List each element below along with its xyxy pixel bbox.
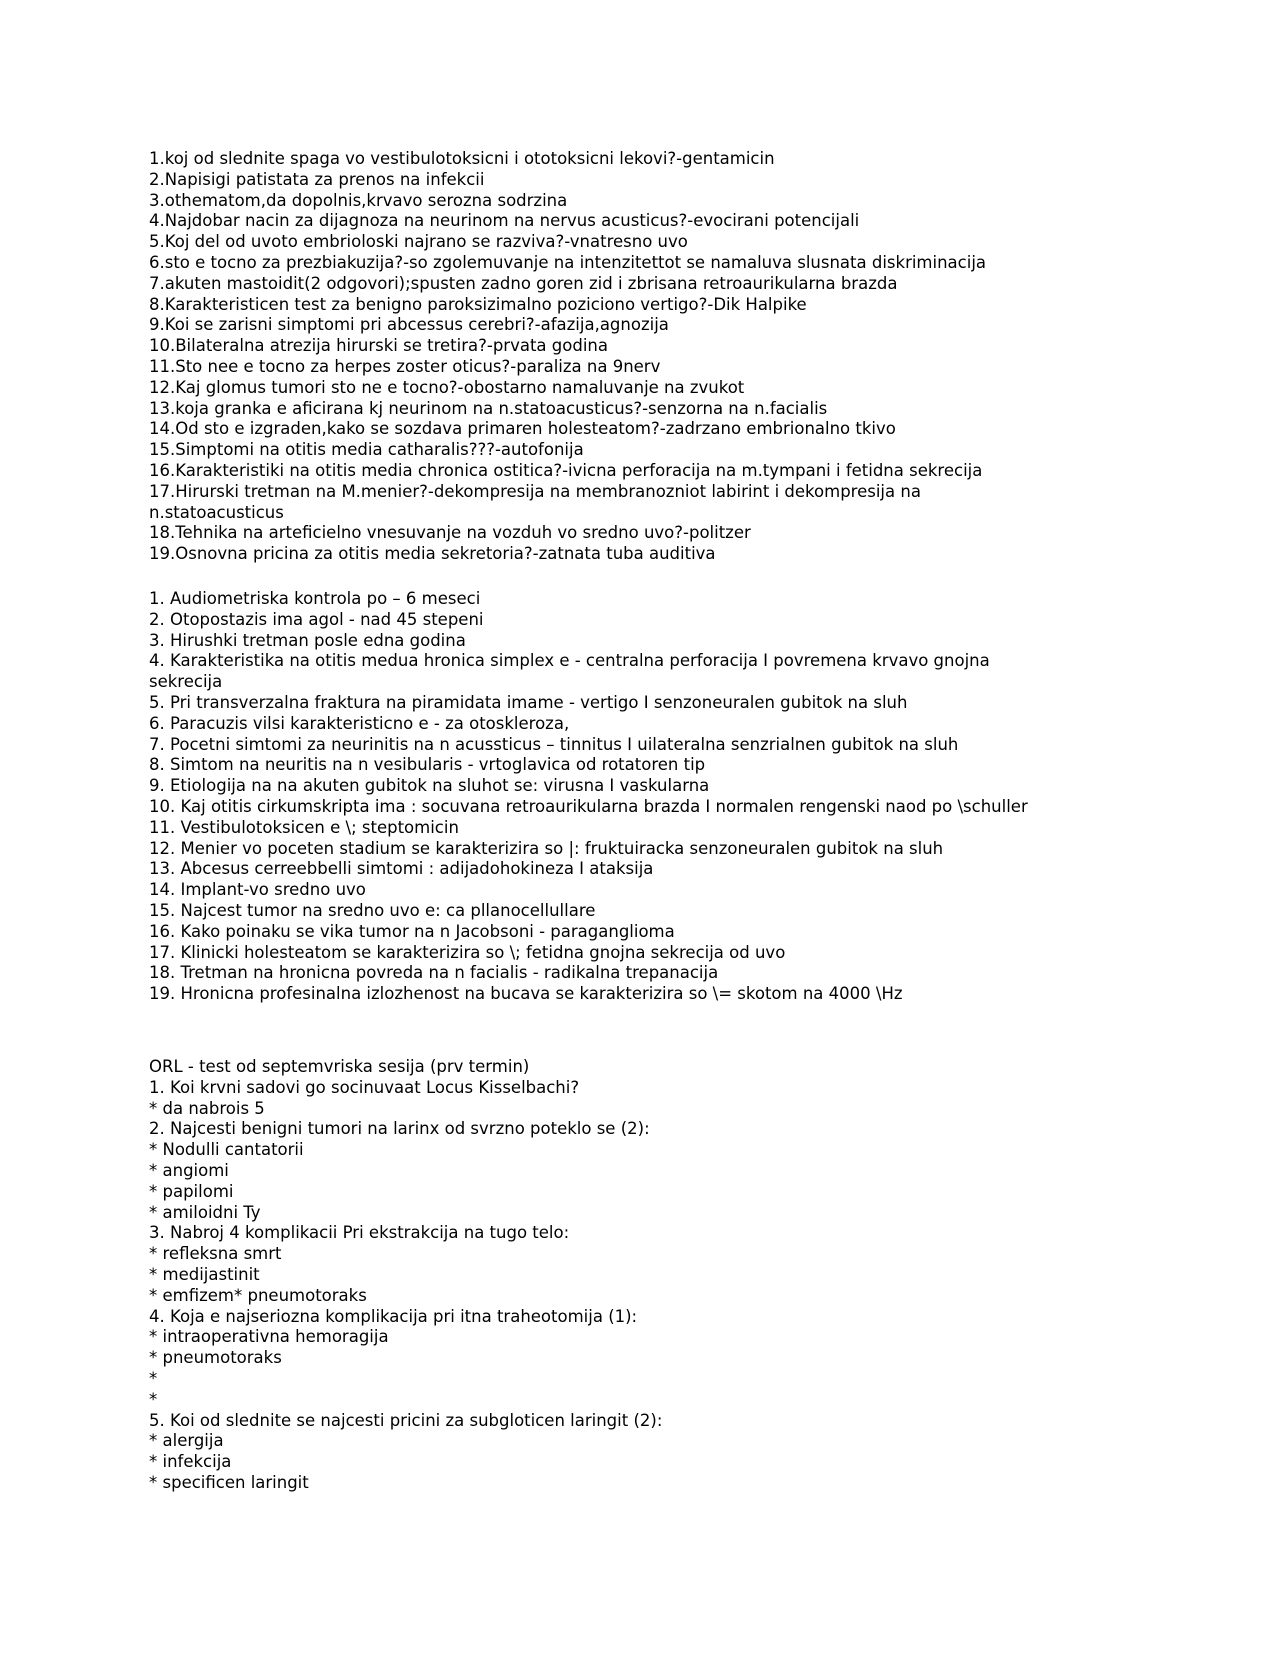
text-line: 12.Kaj glomus tumori sto ne e tocno?-obostarno namaluvanje na zvukot <box>149 377 745 397</box>
text-line: * alergija <box>149 1431 224 1451</box>
text-line: 6. Paracuzis vilsi karakteristicno e - za otoskleroza, <box>149 713 570 733</box>
text-line: 5. Koi od slednite se najcesti pricini za subgloticen laringit (2): <box>149 1410 663 1430</box>
text-line: * amiloidni Ty <box>149 1202 261 1222</box>
text-line: sekrecija <box>149 672 223 692</box>
text-line: * infekcija <box>149 1452 232 1472</box>
text-line: * <box>149 1368 158 1388</box>
text-line: 4. Karakteristika na otitis medua hronica simplex e - centralna perforacija I povremena krvavo gnojna <box>149 651 990 671</box>
text-line: * <box>149 1389 158 1409</box>
text-line: * angiomi <box>149 1160 229 1180</box>
text-line: * papilomi <box>149 1181 234 1201</box>
text-line: 18. Tretman na hronicna povreda na n facialis - radikalna trepanacija <box>149 963 719 983</box>
text-line: 4. Koja e najseriozna komplikacija pri itna traheotomija (1): <box>149 1306 638 1326</box>
text-line: * da nabrois 5 <box>149 1098 265 1118</box>
text-line: 17.Hirurski tretman na M.menier?-dekompresija na membranozniot labirint i dekompresija na <box>149 481 921 501</box>
text-line: 7. Pocetni simtomi za neurinitis na n acussticus – tinnitus I uilateralna senzrialnen gubitok na sluh <box>149 734 959 754</box>
text-line: 1. Koi krvni sadovi go socinuvaat Locus Kisselbachi? <box>149 1077 580 1097</box>
text-line: 19. Hronicna profesinalna izlozhenost na bucava se karakterizira so \= skotom na 4000 \Hz <box>149 984 903 1004</box>
text-line: * refleksna smrt <box>149 1244 282 1264</box>
question-list-section-3 <box>149 1057 1149 1494</box>
text-line: 11.Sto nee e tocno za herpes zoster oticus?-paraliza na 9nerv <box>149 356 661 376</box>
text-line: 4.Najdobar nacin za dijagnoza na neurinom na nervus acusticus?-evocirani potencijali <box>149 211 860 231</box>
text-line: 17. Klinicki holesteatom se karakterizira so \; fetidna gnojna sekrecija od uvo <box>149 942 786 962</box>
text-line: n.statoacusticus <box>149 502 284 522</box>
text-line: * emfizem* pneumotoraks <box>149 1285 367 1305</box>
text-line: 14. Implant-vo sredno uvo <box>149 880 366 900</box>
text-line: 10.Bilateralna atrezija hirurski se tretira?-prvata godina <box>149 336 608 356</box>
text-line: 3. Nabroj 4 komplikacii Pri ekstrakcija na tugo telo: <box>149 1223 570 1243</box>
text-line: 18.Tehnika na arteficielno vnesuvanje na vozduh vo sredno uvo?-politzer <box>149 523 751 543</box>
text-line: 16. Kako poinaku se vika tumor na n Jacobsoni - paraganglioma <box>149 921 675 941</box>
question-list-section-2 <box>149 589 1149 1005</box>
text-line: 9. Etiologija na na akuten gubitok na sluhot se: virusna I vaskularna <box>149 776 710 796</box>
text-line: 7.akuten mastoidit(2 odgovori);spusten zadno goren zid i zbrisana retroaurikularna brazda <box>149 273 898 293</box>
question-list-section-1 <box>149 149 1149 565</box>
text-line: 3.othematom,da dopolnis,krvavo serozna sodrzina <box>149 190 568 210</box>
text-line: * intraoperativna hemoragija <box>149 1327 389 1347</box>
text-line: 11. Vestibulotoksicen e \; steptomicin <box>149 817 459 837</box>
text-line: 2.Napisigi patistata za prenos na infekcii <box>149 169 485 189</box>
text-line: 8.Karakteristicen test za benigno paroksizimalno poziciono vertigo?-Dik Halpike <box>149 294 807 314</box>
text-line: 10. Kaj otitis cirkumskripta ima : socuvana retroaurikularna brazda I normalen rengenski naod po \schuller <box>149 796 1028 816</box>
text-line: 1. Audiometriska kontrola po – 6 meseci <box>149 589 481 608</box>
text-line: 15.Simptomi na otitis media catharalis???-autofonija <box>149 440 584 460</box>
text-line: 5.Koj del od uvoto embrioloski najrano se razviva?-vnatresno uvo <box>149 232 688 252</box>
text-line: 14.Od sto e izgraden,kako se sozdava primaren holesteatom?-zadrzano embrionalno tkivo <box>149 419 896 439</box>
text-line: 2. Najcesti benigni tumori na larinx od svrzno poteklo se (2): <box>149 1119 650 1139</box>
text-line: 16.Karakteristiki na otitis media chronica ostitica?-ivicna perforacija na m.tympani i fetidna sekrecija <box>149 460 983 480</box>
text-line: * medijastinit <box>149 1264 260 1284</box>
text-line: 1.koj od slednite spaga vo vestibulotoksicni i ototoksicni lekovi?-gentamicin <box>149 149 775 168</box>
text-line: * Nodulli cantatorii <box>149 1140 304 1160</box>
text-line: 5. Pri transverzalna fraktura na piramidata imame - vertigo I senzoneuralen gubitok na sluh <box>149 692 908 712</box>
text-line: 13. Abcesus cerreebbelli simtomi : adijadohokineza I ataksija <box>149 859 654 879</box>
text-line: * pneumotoraks <box>149 1348 282 1368</box>
text-line: 6.sto e tocno za prezbiakuzija?-so zgolemuvanje na intenzitettot se namaluva slusnata diskriminacija <box>149 252 987 272</box>
text-line: 2. Otopostazis ima agol - nad 45 stepeni <box>149 609 484 629</box>
text-line: 13.koja granka e aficirana kj neurinom na n.statoacusticus?-senzorna na n.facialis <box>149 398 828 418</box>
text-line: * specificen laringit <box>149 1472 309 1492</box>
text-line: ORL - test od septemvriska sesija (prv termin) <box>149 1057 530 1076</box>
text-line: 15. Najcest tumor na sredno uvo e: ca pllanocellullare <box>149 900 596 920</box>
text-line: 9.Koi se zarisni simptomi pri abcessus cerebri?-afazija,agnozija <box>149 315 669 335</box>
text-line: 19.Osnovna pricina za otitis media sekretoria?-zatnata tuba auditiva <box>149 544 716 564</box>
text-line: 3. Hirushki tretman posle edna godina <box>149 630 466 650</box>
text-line: 12. Menier vo poceten stadium se karakterizira so |: fruktuiracka senzoneuralen gubitok na sluh <box>149 838 944 858</box>
text-line: 8. Simtom na neuritis na n vesibularis - vrtoglavica od rotatoren tip <box>149 755 706 775</box>
